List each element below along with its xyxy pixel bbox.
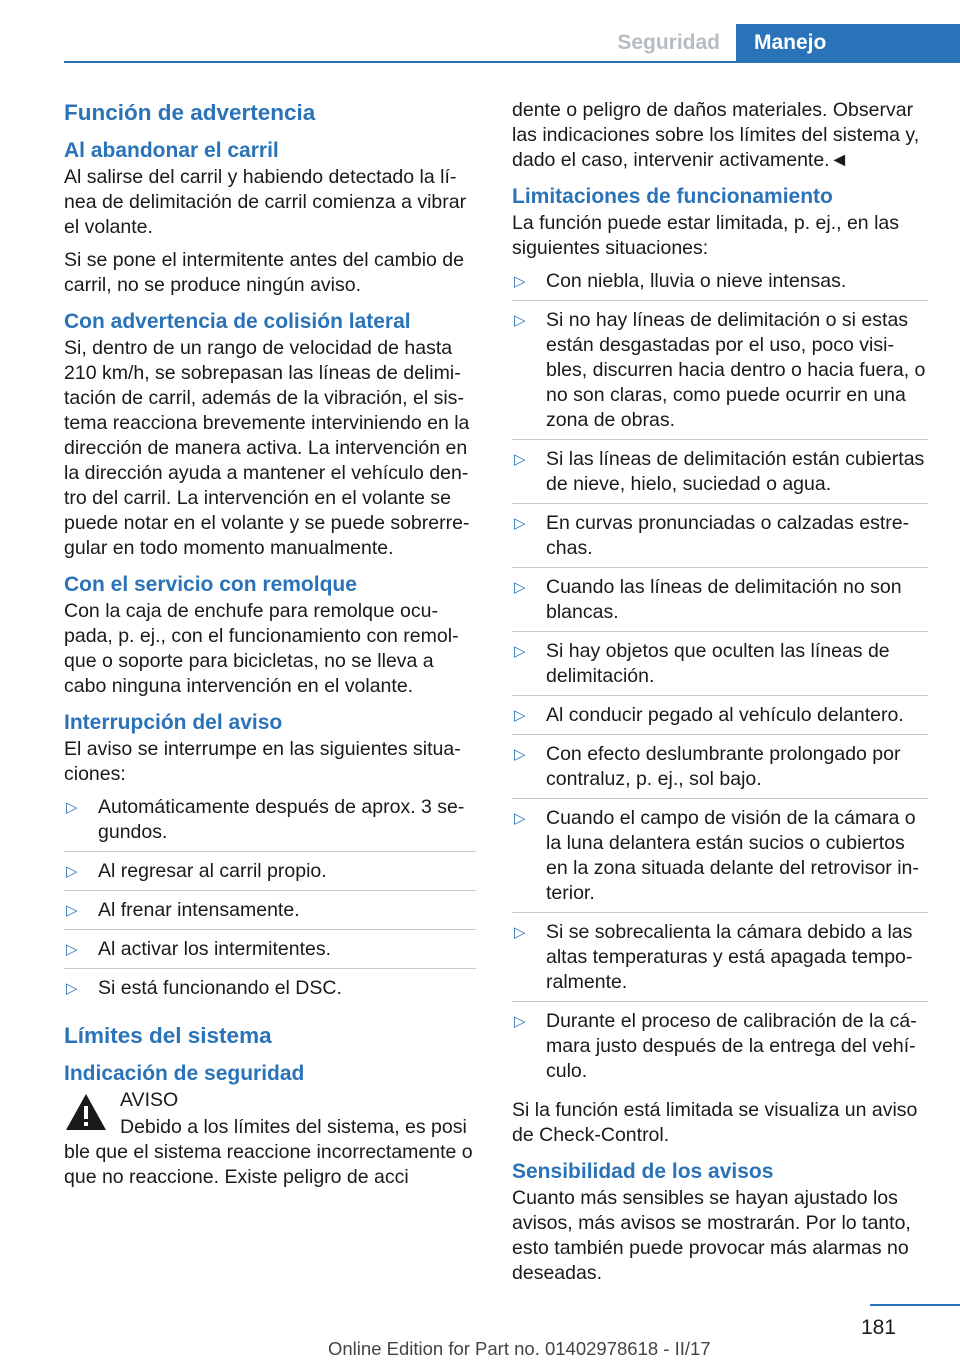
heading-interrupcion: Interrupción del aviso xyxy=(64,711,283,734)
list-item: ▷ Si las líneas de delimitación están cubiertas de nieve, hielo, suciedad o agua. xyxy=(512,447,928,504)
list-item: ▷ En curvas pronunciadas o calzadas estrechas. xyxy=(512,511,928,568)
triangle-bullet-icon: ▷ xyxy=(514,746,526,763)
triangle-bullet-icon: ▷ xyxy=(514,810,526,827)
tab-manejo[interactable]: Manejo xyxy=(736,24,960,61)
list-item: ▷ Con niebla, lluvia o nieve intensas. xyxy=(512,269,928,301)
triangle-bullet-icon: ▷ xyxy=(514,451,526,468)
list-item: ▷ Si está funcionando el DSC. xyxy=(66,977,342,999)
list-interrupcion xyxy=(64,795,476,1007)
list-item: ▷ Al conducir pegado al vehículo delantero. xyxy=(512,703,928,735)
list-item: ▷ Al activar los intermitentes. xyxy=(64,937,476,969)
triangle-bullet-icon: ▷ xyxy=(514,579,526,596)
triangle-bullet-icon: ▷ xyxy=(514,312,526,329)
warning-triangle-icon xyxy=(64,1092,108,1132)
list-item: ▷ Al regresar al carril propio. xyxy=(64,859,476,891)
paragraph-sensibilidad: Cuanto más sensibles se hayan ajustado los avisos, más avisos se mostrarán. Por lo tanto, esto también puede provocar más alarmas no deseadas. xyxy=(512,1187,911,1284)
triangle-bullet-icon: ▷ xyxy=(514,515,526,532)
triangle-bullet-icon: ▷ xyxy=(514,643,526,660)
triangle-bullet-icon: ▷ xyxy=(66,941,78,958)
paragraph-check-control: Si la función está limitada se visualiza un aviso de Check-Control. xyxy=(512,1099,918,1146)
list-limitaciones xyxy=(512,269,928,1090)
warning-text-line-1: Debido a los límites del sistema, es posi xyxy=(120,1116,467,1138)
triangle-bullet-icon: ▷ xyxy=(66,799,78,816)
warning-title: AVISO xyxy=(120,1089,179,1111)
paragraph-carril-2: Si se pone el intermitente antes del cambio de carril, no se produce ningún aviso. xyxy=(64,249,464,296)
edition-footer: Online Edition for Part no. 01402978618 - II/17 xyxy=(328,1338,711,1359)
paragraph-interrupcion: El aviso se interrumpe en las siguientes situaciones: xyxy=(64,738,461,785)
list-item: ▷ Cuando el campo de visión de la cámara o la luna delantera están sucios o cubiertos en la zona situada delante del retrovisor interior. xyxy=(512,806,928,913)
paragraph-remolque: Con la caja de enchufe para remolque ocupada, p. ej., con el funcionamiento con remolque o soporte para bicicletas, no se lleva a cabo ninguna intervención en el volante. xyxy=(64,600,459,697)
list-item: ▷ Durante el proceso de calibración de la cámara justo después de la entrega del vehículo. xyxy=(514,1010,917,1082)
heading-remolque: Con el servicio con remolque xyxy=(64,573,357,596)
triangle-bullet-icon: ▷ xyxy=(514,924,526,941)
heading-colision-lateral: Con advertencia de colisión lateral xyxy=(64,310,411,333)
heading-limitaciones: Limitaciones de funcionamiento xyxy=(512,185,833,208)
paragraph-carril-1: Al salirse del carril y habiendo detectado la línea de delimitación de carril comienza a vibrar el volante. xyxy=(64,166,467,238)
header-divider xyxy=(64,61,960,63)
list-item: ▷ Si se sobrecalienta la cámara debido a las altas temperaturas y está apagada temporalmente. xyxy=(512,920,928,1002)
heading-indicacion-seguridad: Indicación de seguridad xyxy=(64,1062,305,1085)
footer-divider xyxy=(870,1304,960,1306)
list-item: ▷ Al frenar intensamente. xyxy=(64,898,476,930)
list-item: ▷ Si no hay líneas de delimitación o si estas están desgastadas por el uso, poco visibles, discurren hacia dentro o hacia fuera, o no son claras, como puede ocurrir en una zona de obras. xyxy=(512,308,928,440)
list-item: ▷ Si hay objetos que oculten las líneas de delimitación. xyxy=(512,639,928,696)
heading-sensibilidad: Sensibilidad de los avisos xyxy=(512,1160,774,1183)
warning-text-continued: ble que el sistema reaccione incorrectamente o que no reaccione. Existe peligro de acci xyxy=(64,1141,473,1188)
tab-seguridad[interactable]: Seguridad xyxy=(617,31,720,54)
triangle-bullet-icon: ▷ xyxy=(66,980,78,997)
list-item: ▷ Cuando las líneas de delimitación no son blancas. xyxy=(512,575,928,632)
left-column xyxy=(64,98,476,1198)
right-column xyxy=(512,98,928,1294)
warning-box xyxy=(64,1088,476,1190)
triangle-bullet-icon: ▷ xyxy=(514,1013,526,1030)
list-item: ▷ Con efecto deslumbrante prolongado por contraluz, p. ej., sol bajo. xyxy=(512,742,928,799)
heading-abandonar-carril: Al abandonar el carril xyxy=(64,139,279,162)
paragraph-limitaciones: La función puede estar limitada, p. ej., en las siguientes situaciones: xyxy=(512,212,899,259)
triangle-bullet-icon: ▷ xyxy=(514,707,526,724)
paragraph-continuacion: dente o peligro de daños materiales. Observar las indicaciones sobre los límites del sistema y, dado el caso, intervenir activamente.◄ xyxy=(512,99,920,171)
paragraph-colision: Si, dentro de un rango de velocidad de hasta 210 km/h, se sobrepasan las líneas de delimitación de carril, además de la vibración, el sistema reacciona brevemente interviniendo en la dirección de manera activa. La intervención en la dirección ayuda a mantener el vehículo dentro del carril. La intervención en el volante se puede notar en el volante y se puede sobrerregular en todo momento manualmente. xyxy=(64,337,470,559)
heading-funcion-advertencia: Función de advertencia xyxy=(64,100,316,125)
page-header xyxy=(0,24,960,62)
page-number: 181 xyxy=(860,1316,896,1339)
triangle-bullet-icon: ▷ xyxy=(66,863,78,880)
triangle-bullet-icon: ▷ xyxy=(66,902,78,919)
list-item: ▷ Automáticamente después de aprox. 3 segundos. xyxy=(64,795,476,852)
triangle-bullet-icon: ▷ xyxy=(514,273,526,290)
heading-limites-sistema: Límites del sistema xyxy=(64,1023,272,1048)
